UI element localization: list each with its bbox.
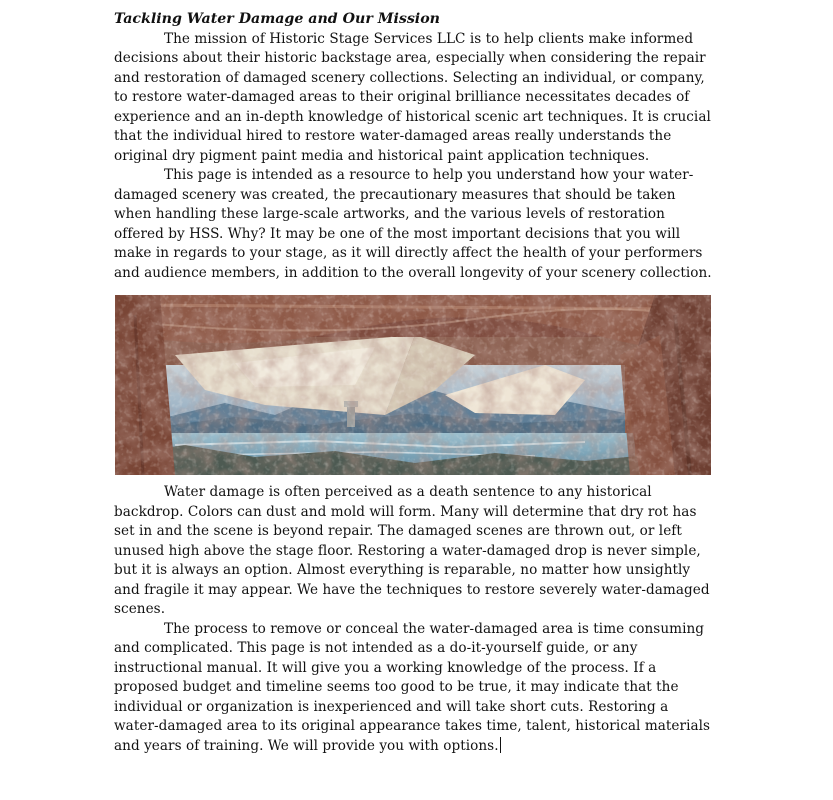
text-cursor-icon (500, 737, 501, 753)
water-damage-paragraph: Water damage is often perceived as a death sentence to any historical backdrop. Colors can dust and mold will form. Many will determine that dry rot has set in and the scene is beyond repair. The damaged scenes are thrown out, or left unused high above the stage floor. Restoring a water-damaged drop is never simple, but it is always an option. Almost everything is reparable, no matter how unsightly and fragile it may appear. We have the techniques to restore severely water-damaged scenes. (114, 484, 710, 617)
process-paragraph (114, 620, 714, 757)
water-damaged-backdrop-photo (115, 295, 711, 475)
process-paragraph-text: The process to remove or conceal the water-damaged area is time consuming and complicated. This page is not intended as a do-it-yourself guide, or any instructional manual. It will give you a working knowledge of the process. If a proposed budget and timeline seems too good to be true, it may indicate that the individual or organization is inexperienced and will take short cuts. Restoring a water-damaged area to its original appearance takes time, talent, historical materials and years of training. We will provide you with options. (114, 620, 711, 754)
mission-paragraph: The mission of Historic Stage Services LLC is to help clients make informed decisions about their historic backstage area, especially when considering the repair and restoration of damaged scenery collections. Selecting an individual, or company, to restore water-damaged areas to their original brilliance necessitates decades of experience and an in-depth knowledge of historical scenic art techniques. It is crucial that the individual hired to restore water-damaged areas really understands the original dry pigment paint media and historical paint application techniques. (114, 30, 711, 164)
document-body (114, 10, 714, 756)
resource-paragraph: This page is intended as a resource to help you understand how your water-damaged scenery was created, the precautionary measures that should be taken when handling these large-scale artworks, and the various levels of restoration offered by HSS. Why? It may be one of the most important decisions that you will make in regards to your stage, as it will directly affect the health of your performers and audience members, in addition to the overall longevity of your scenery collection. (114, 167, 712, 281)
document-heading: Tackling Water Damage and Our Mission (114, 11, 440, 27)
